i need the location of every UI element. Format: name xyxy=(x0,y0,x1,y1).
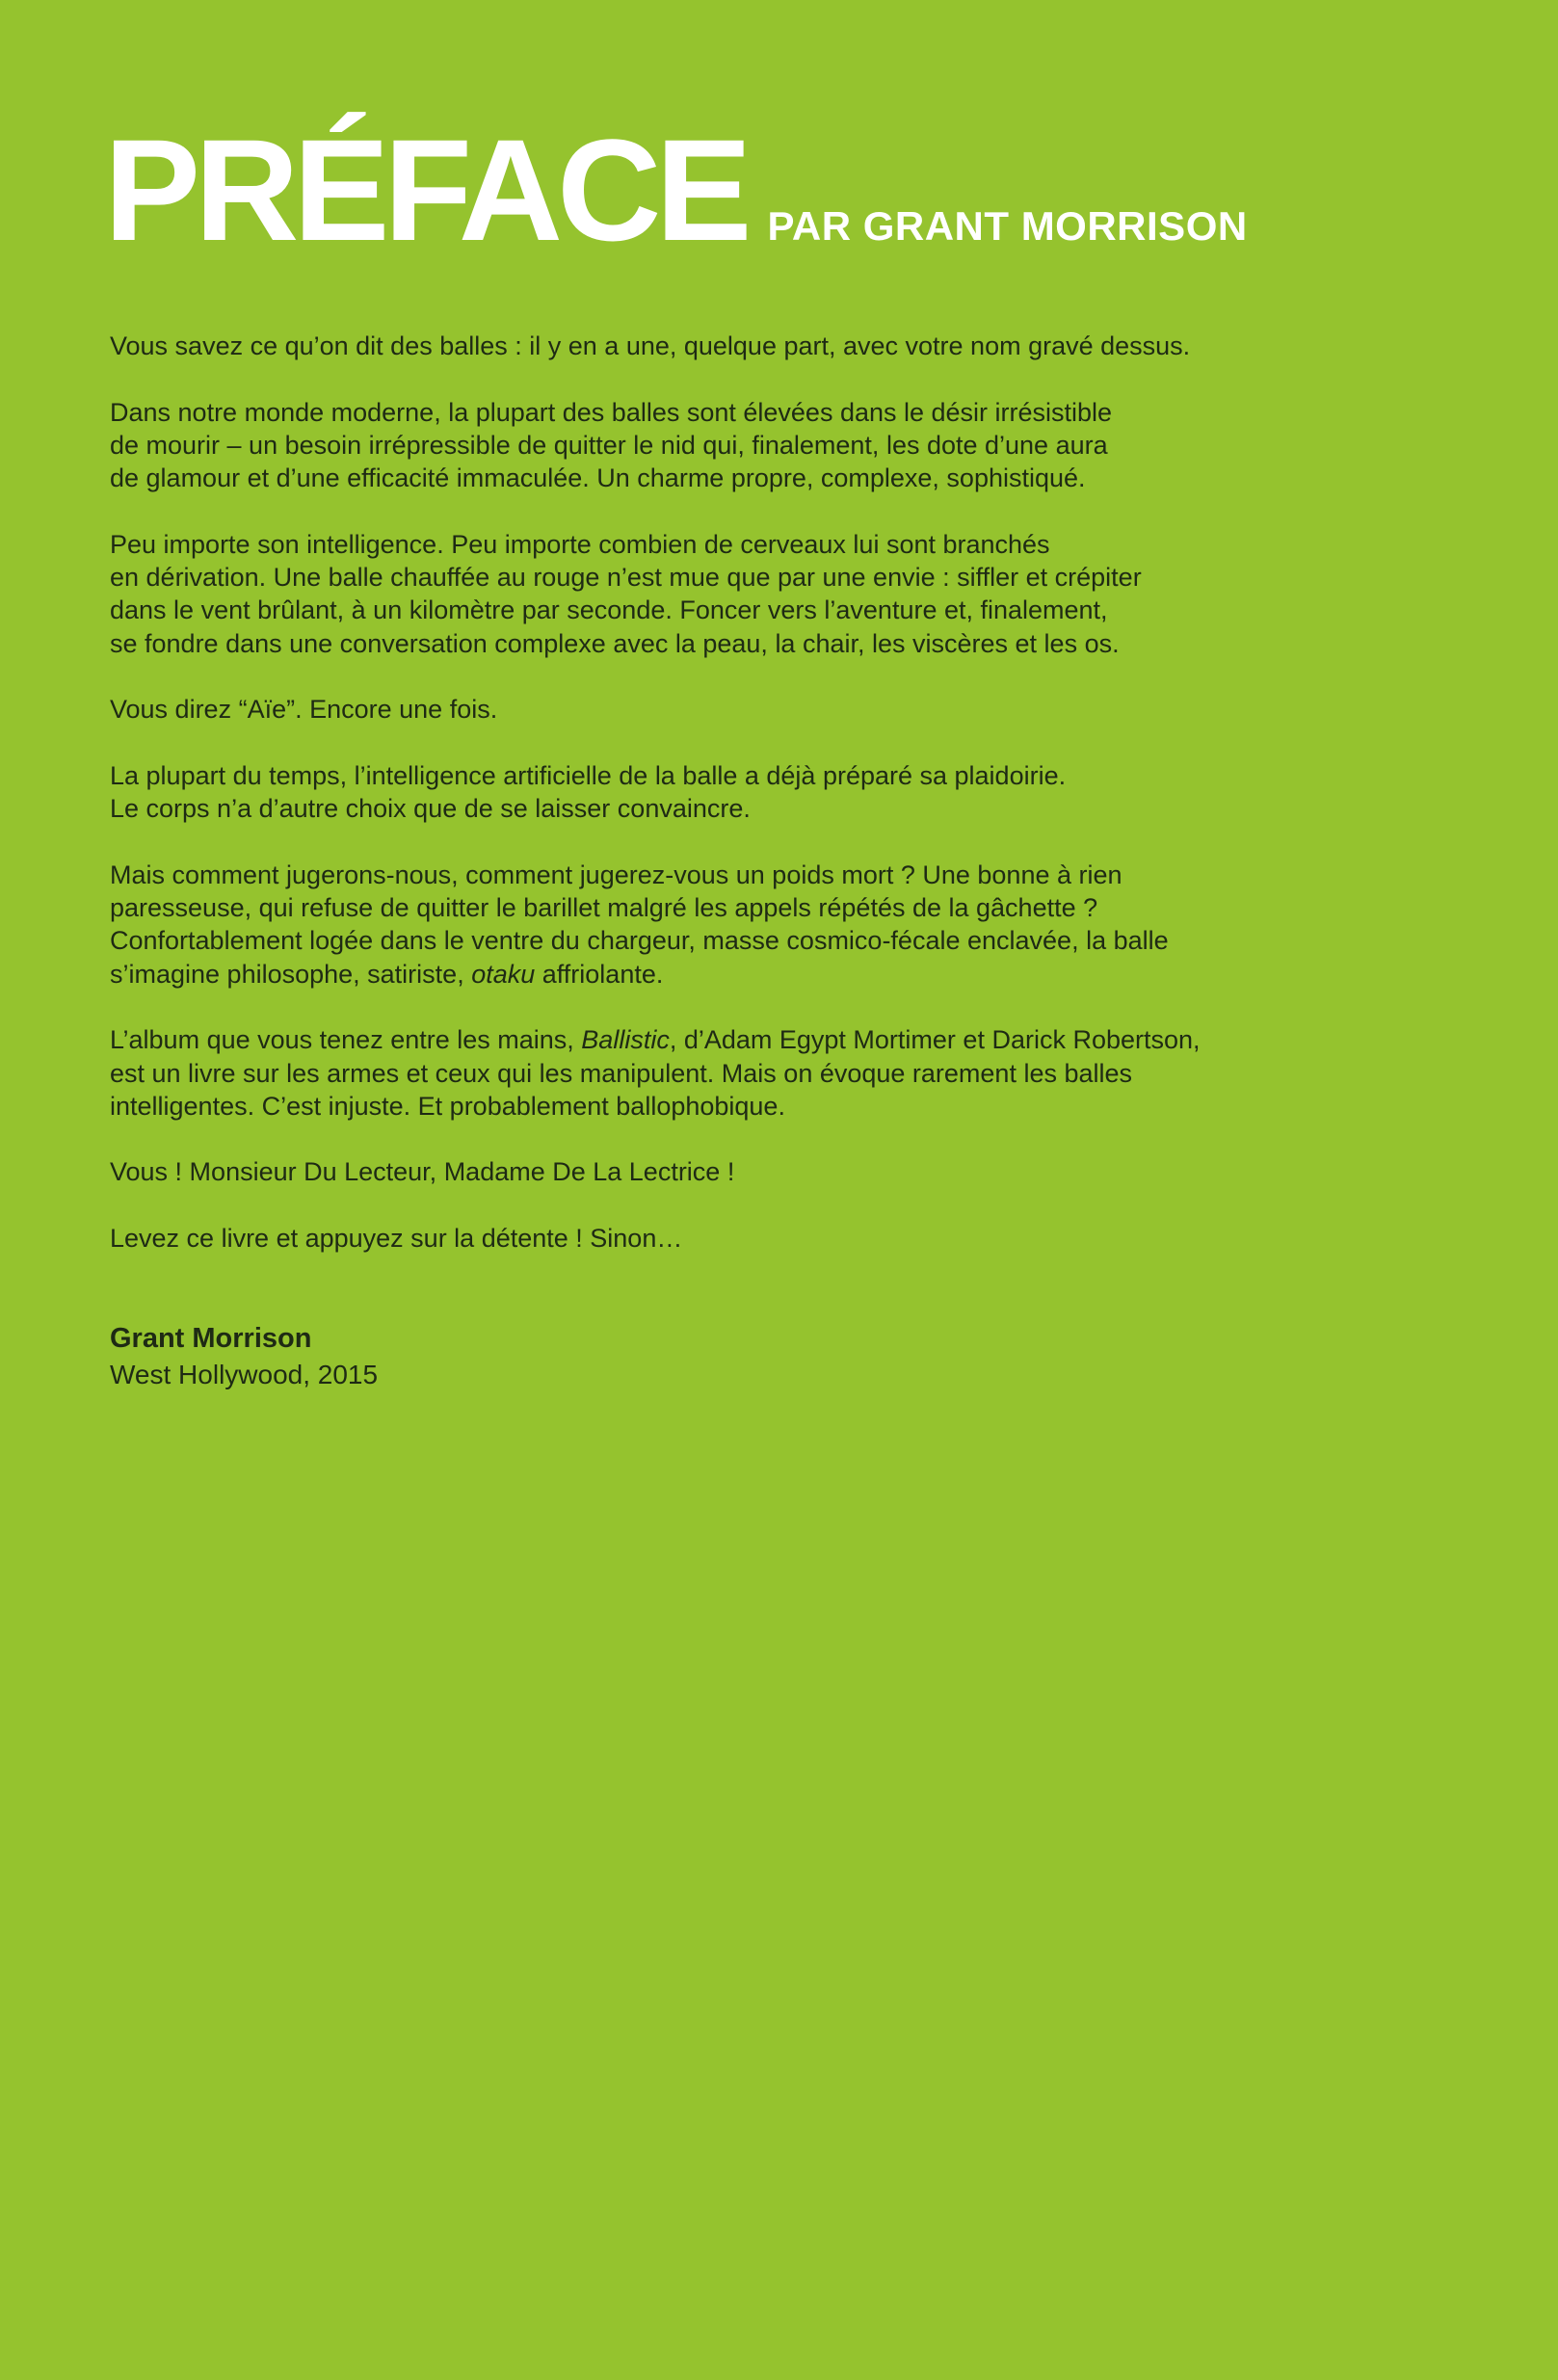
text-line xyxy=(110,462,1362,494)
text-segment: Dans notre monde moderne, la plupart des balles sont élevées dans le désir irrésistible xyxy=(110,397,1113,427)
italic-text: otaku xyxy=(471,959,536,989)
text-segment: Le corps n’a d’autre choix que de se laisser convaincre. xyxy=(110,794,751,824)
paragraph xyxy=(110,1222,1362,1255)
text-segment: se fondre dans une conversation complexe avec la peau, la chair, les viscères et les os. xyxy=(110,628,1120,658)
text-line xyxy=(110,330,1362,362)
text-line xyxy=(110,1155,1362,1188)
paragraph xyxy=(110,1155,1362,1188)
text-line xyxy=(110,693,1362,726)
text-line xyxy=(110,1023,1362,1056)
text-line xyxy=(110,958,1362,991)
preface-body xyxy=(110,330,1362,1288)
author-name: Grant Morrison xyxy=(110,1323,312,1354)
text-line xyxy=(110,528,1362,561)
text-line xyxy=(110,594,1362,626)
text-segment: en dérivation. Une balle chauffée au rouge n’est mue que par une envie : siffler et crépiter xyxy=(110,563,1142,593)
text-segment: L’album que vous tenez entre les mains, xyxy=(110,1025,582,1055)
text-segment: Vous direz “Aïe”. Encore une fois. xyxy=(110,695,498,725)
paragraph xyxy=(110,693,1362,726)
header xyxy=(104,109,1248,271)
paragraph xyxy=(110,859,1362,991)
text-segment: Confortablement logée dans le ventre du chargeur, masse cosmico-fécale enclavée, la balle xyxy=(110,926,1169,956)
paragraph xyxy=(110,528,1362,660)
text-line xyxy=(110,1090,1362,1123)
text-line xyxy=(110,792,1362,825)
text-segment: Levez ce livre et appuyez sur la détente ! Sinon… xyxy=(110,1224,683,1254)
text-segment: de glamour et d’une efficacité immaculée. Un charme propre, complexe, sophistiqué. xyxy=(110,463,1086,493)
text-line xyxy=(110,1222,1362,1255)
text-line xyxy=(110,759,1362,792)
text-segment: Peu importe son intelligence. Peu importe combien de cerveaux lui sont branchés xyxy=(110,529,1050,559)
text-segment: intelligentes. C’est injuste. Et probablement ballophobique. xyxy=(110,1091,785,1121)
author-place-date: West Hollywood, 2015 xyxy=(110,1360,379,1389)
page-subtitle: PAR GRANT MORRISON xyxy=(767,203,1248,249)
text-segment: s’imagine philosophe, satiriste, xyxy=(110,959,472,989)
text-segment: , d’Adam Egypt Mortimer et Darick Robertson, xyxy=(669,1025,1201,1055)
text-segment: paresseuse, qui refuse de quitter le barillet malgré les appels répétés de la gâchette ? xyxy=(110,893,1098,923)
signature xyxy=(110,1320,378,1393)
text-segment: de mourir – un besoin irrépressible de quitter le nid qui, finalement, les dote d’une aura xyxy=(110,430,1108,460)
text-segment: dans le vent brûlant, à un kilomètre par seconde. Foncer vers l’aventure et, finalement, xyxy=(110,595,1108,625)
text-line xyxy=(110,891,1362,924)
text-segment: est un livre sur les armes et ceux qui les manipulent. Mais on évoque rarement les balles xyxy=(110,1058,1133,1088)
italic-text: Ballistic xyxy=(581,1025,670,1055)
text-line xyxy=(110,627,1362,660)
text-segment: Vous savez ce qu’on dit des balles : il y en a une, quelque part, avec votre nom gravé dessus. xyxy=(110,331,1191,360)
page-title: PRÉFACE xyxy=(104,109,747,271)
paragraph xyxy=(110,759,1362,826)
text-line xyxy=(110,924,1362,957)
text-line xyxy=(110,429,1362,462)
text-segment: La plupart du temps, l’intelligence artificielle de la balle a déjà préparé sa plaidoirie. xyxy=(110,760,1067,790)
paragraph xyxy=(110,1023,1362,1123)
text-line xyxy=(110,396,1362,429)
paragraph xyxy=(110,396,1362,495)
text-line xyxy=(110,1057,1362,1090)
text-segment: Mais comment jugerons-nous, comment jugerez-vous un poids mort ? Une bonne à rien xyxy=(110,859,1122,889)
paragraph xyxy=(110,330,1362,362)
text-segment: affriolante. xyxy=(535,959,664,989)
text-line xyxy=(110,859,1362,891)
text-line xyxy=(110,561,1362,594)
text-segment: Vous ! Monsieur Du Lecteur, Madame De La Lectrice ! xyxy=(110,1157,735,1187)
